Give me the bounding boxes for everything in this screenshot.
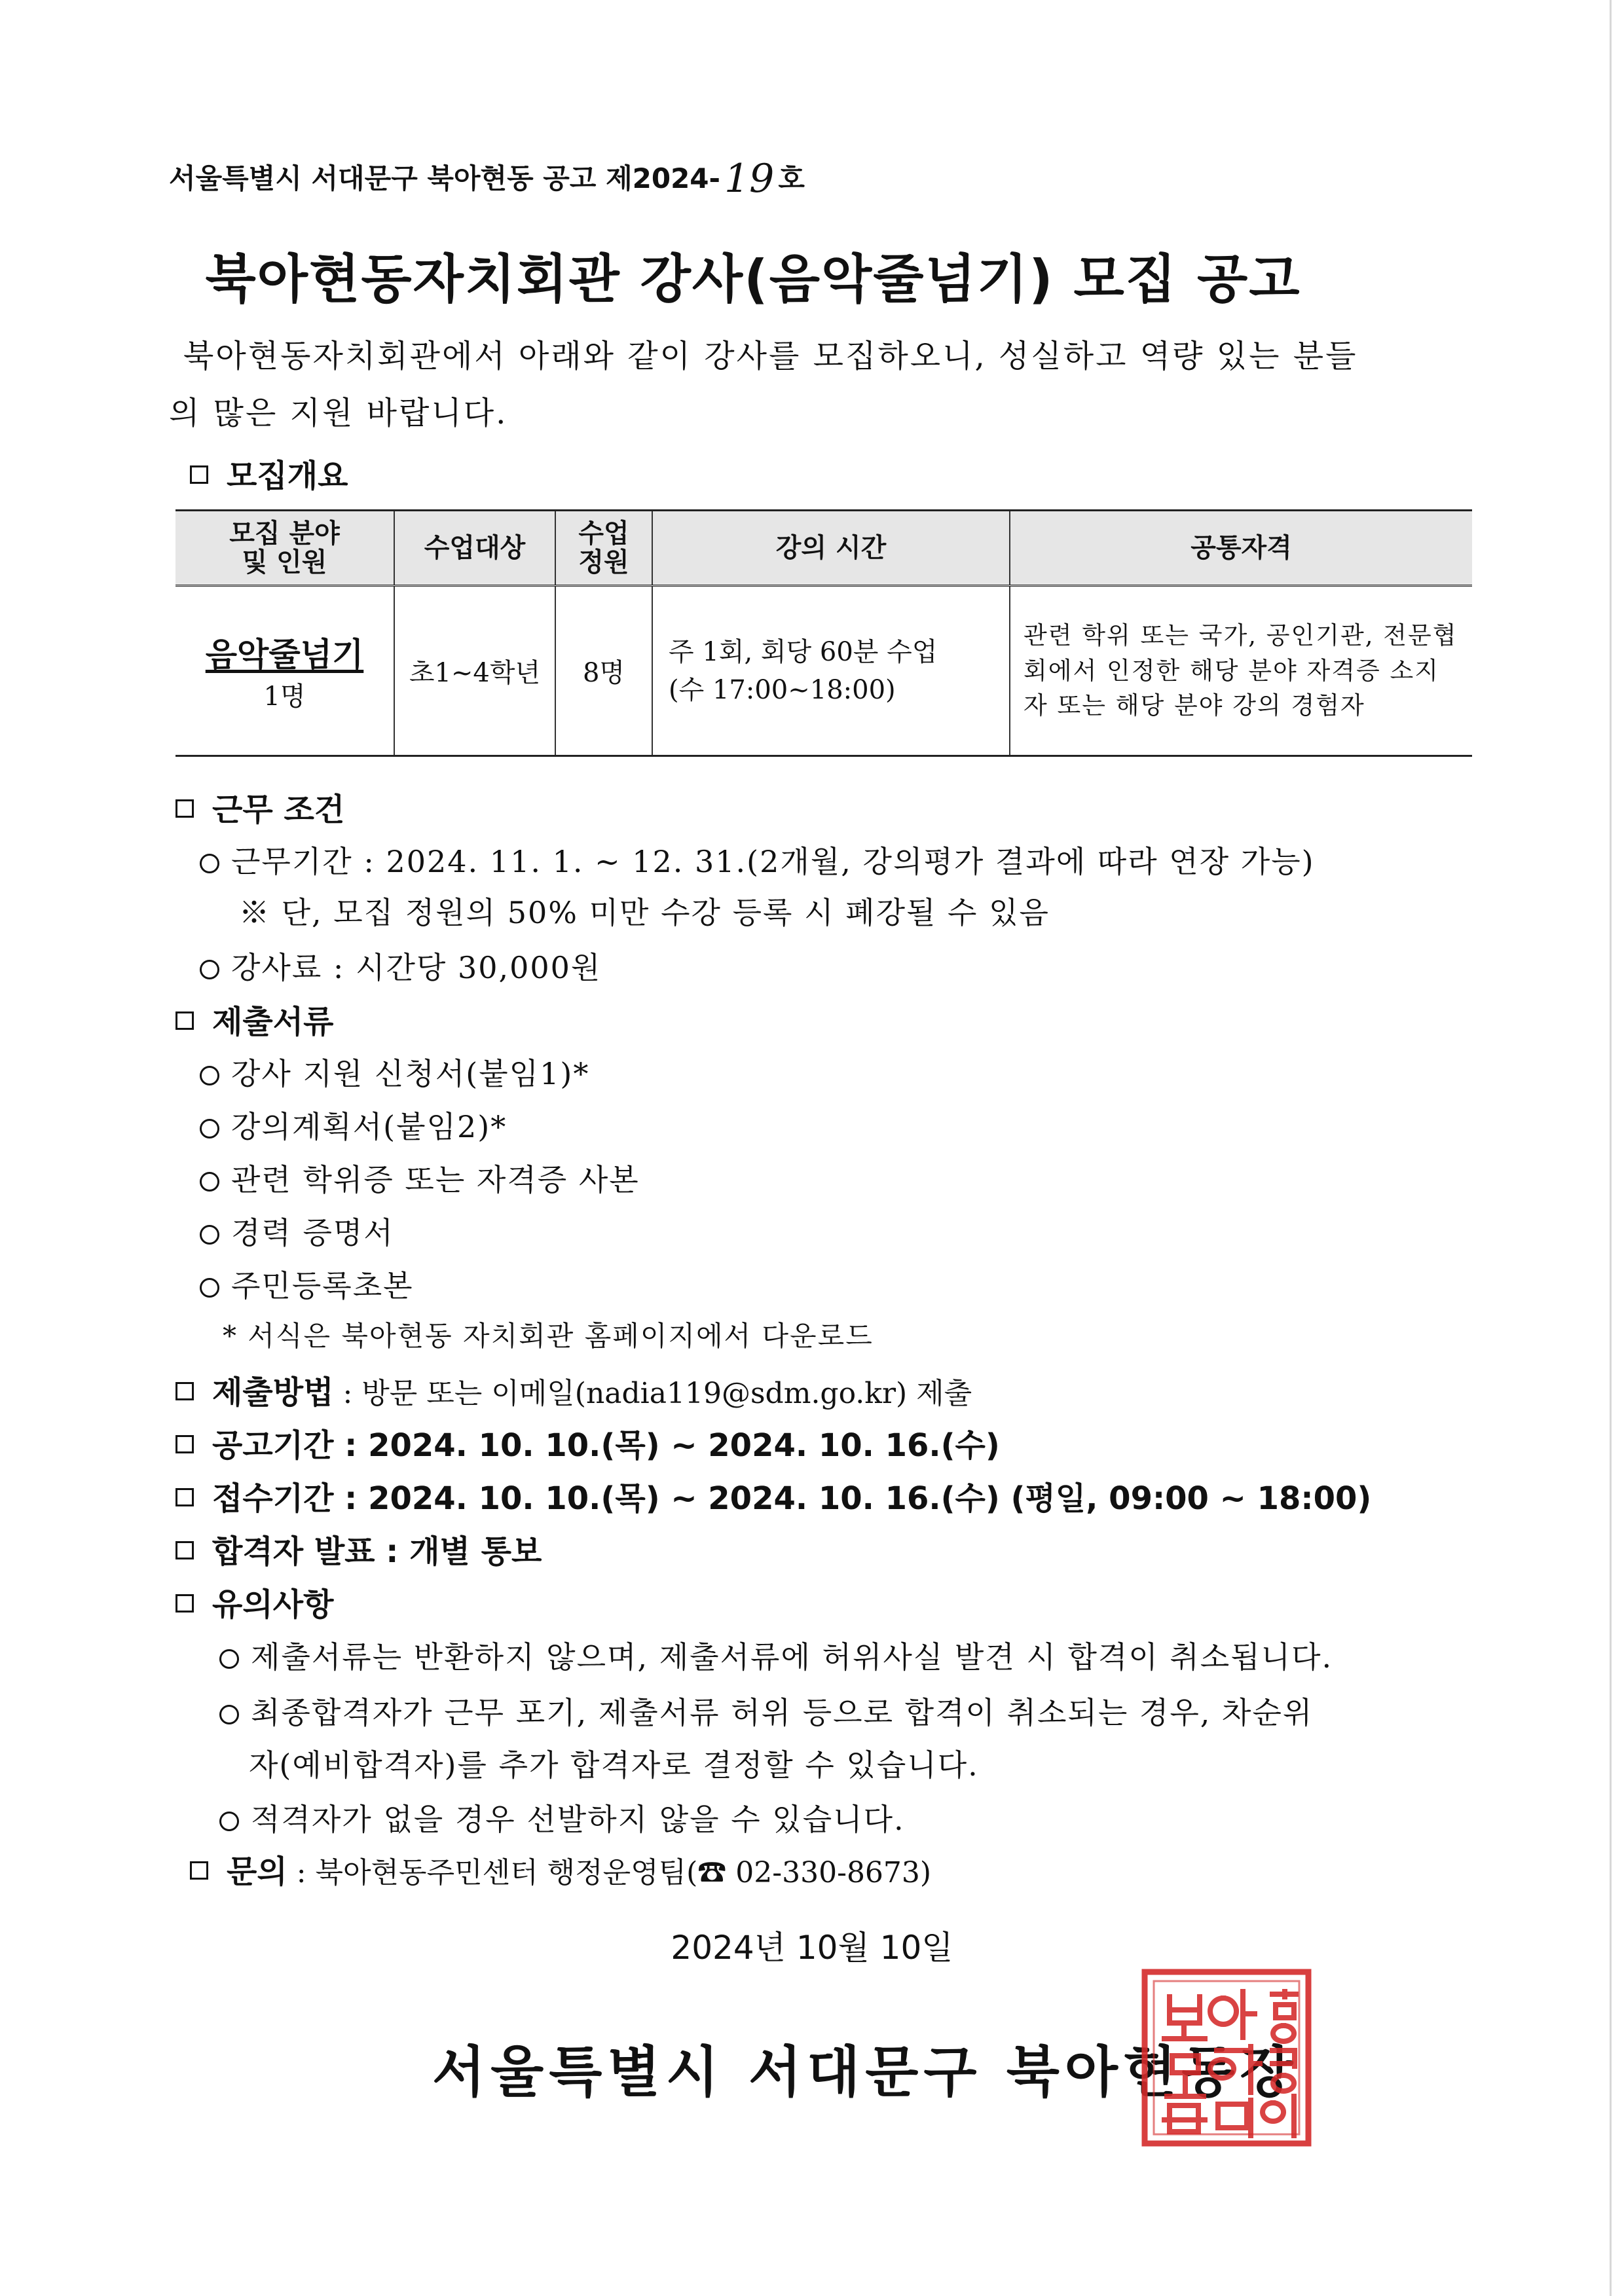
bullet-circle-icon <box>200 1066 219 1085</box>
condition-period: 근무기간 : 2024. 11. 1. ~ 12. 31.(2개월, 강의평가 결과에 따라 연장 가능) <box>200 838 1315 881</box>
section-submission <box>175 1367 972 1412</box>
recruitment-table <box>175 509 1472 757</box>
bullet-circle-icon <box>200 1119 219 1139</box>
section-overview <box>190 450 348 496</box>
cell-capacity: 8명 <box>555 586 652 756</box>
checkbox-square-icon <box>175 1541 194 1559</box>
section-receipt-period: 접수기간 : 2024. 10. 10.(목) ~ 2024. 10. 16.(수) (평일, 09:00 ~ 18:00) <box>175 1473 1371 1518</box>
section-announcement: 합격자 발표 : 개별 통보 <box>175 1526 542 1571</box>
documents-note: * 서식은 북아현동 자치회관 홈페이지에서 다운로드 <box>223 1320 874 1352</box>
checkbox-square-icon <box>190 1861 208 1880</box>
col-qualification: 공통자격 <box>1010 511 1472 586</box>
cell-lecture-time <box>652 586 1010 756</box>
contact-label: 문의 <box>227 1853 287 1890</box>
intro-line-2: 의 많은 지원 바랍니다. <box>169 395 508 431</box>
page-title: 북아현동자치회관 강사(음악줄넘기) 모집 공고 <box>205 249 1301 310</box>
col-target: 수업대상 <box>394 511 555 586</box>
bullet-circle-icon <box>200 1225 219 1245</box>
notice-prefix: 서울특별시 서대문구 북아현동 공고 제2024- <box>169 162 720 194</box>
condition-fee: 강사료 : 시간당 30,000원 <box>200 944 601 987</box>
checkbox-square-icon <box>175 799 194 818</box>
col-capacity: 수업 정원 <box>555 511 652 586</box>
table-row <box>175 586 1472 756</box>
list-item: 강사 지원 신청서(붙임1)* <box>200 1050 589 1093</box>
cell-target: 초1~4학년 <box>394 586 555 756</box>
checkbox-square-icon <box>175 1435 194 1453</box>
lecture-time-line-1: 주 1회, 회당 60분 수업 <box>669 636 938 667</box>
caution-item-2-cont: 자(예비합격자)를 추가 합격자로 결정할 수 있습니다. <box>249 1747 979 1783</box>
bullet-circle-icon <box>200 1278 219 1298</box>
section-conditions <box>175 784 344 829</box>
list-item: 관련 학위증 또는 자격증 사본 <box>200 1156 640 1199</box>
notice-number-line <box>169 152 805 202</box>
field-count: 1명 <box>263 682 306 712</box>
signature-line: 서울특별시 서대문구 북아현동장 <box>432 2039 1299 2104</box>
bullet-circle-icon <box>219 1649 239 1669</box>
col-field-count: 모집 분야 및 인원 <box>175 511 394 586</box>
section-conditions-heading: 근무 조건 <box>212 792 345 828</box>
list-item: 주민등록초본 <box>200 1262 414 1305</box>
checkbox-square-icon <box>175 1011 194 1030</box>
intro-line-1: 북아현동자치회관에서 아래와 같이 강사를 모집하오니, 성실하고 역량 있는 분들 <box>183 338 1358 374</box>
contact-value: : 북아현동주민센터 행정운영팀(☎ 02-330-8673) <box>287 1856 932 1889</box>
section-cautions-heading: 유의사항 <box>212 1586 334 1623</box>
caution-item-2: 최종합격자가 근무 포기, 제출서류 허위 등으로 합격이 취소되는 경우, 차순위 <box>219 1689 1313 1732</box>
issue-date: 2024년 10월 10일 <box>671 1929 953 1967</box>
bullet-circle-icon <box>219 1812 239 1831</box>
col-lecture-time: 강의 시간 <box>652 511 1010 586</box>
section-documents <box>175 996 333 1042</box>
section-documents-heading: 제출서류 <box>212 1004 334 1040</box>
field-name: 음악줄넘기 <box>205 636 364 674</box>
cell-qualification: 관련 학위 또는 국가, 공인기관, 전문협회에서 인정한 해당 분야 자격증 소지자 또는 해당 분야 강의 경험자 <box>1010 586 1472 756</box>
bullet-circle-icon <box>200 960 219 979</box>
notice-number-handwritten: 19 <box>724 156 775 202</box>
list-item: 강의계획서(붙임2)* <box>200 1103 507 1146</box>
caution-item-1: 제출서류는 반환하지 않으며, 제출서류에 허위사실 발견 시 합격이 취소됩니다. <box>219 1633 1333 1677</box>
checkbox-square-icon <box>175 1594 194 1613</box>
checkbox-square-icon <box>175 1488 194 1506</box>
lecture-time-line-2: (수 17:00~18:00) <box>669 674 896 705</box>
bullet-circle-icon <box>200 1172 219 1192</box>
table-header-row <box>175 511 1472 586</box>
bullet-circle-icon <box>200 854 219 873</box>
section-notice-period: 공고기간 : 2024. 10. 10.(목) ~ 2024. 10. 16.(수) <box>175 1420 1000 1465</box>
list-item: 경력 증명서 <box>200 1209 394 1252</box>
section-overview-heading: 모집개요 <box>227 458 348 494</box>
checkbox-square-icon <box>190 465 208 484</box>
section-contact <box>190 1846 931 1891</box>
submission-value: : 방문 또는 이메일(nadia119@sdm.go.kr) 제출 <box>333 1377 972 1410</box>
cell-field-count <box>175 586 394 756</box>
section-cautions <box>175 1579 333 1624</box>
submission-label: 제출방법 <box>212 1374 334 1411</box>
bullet-circle-icon <box>219 1705 239 1724</box>
condition-period-note: ※ 단, 모집 정원의 50% 미만 수강 등록 시 폐강될 수 있음 <box>239 895 1050 930</box>
official-seal-icon <box>1138 1965 1315 2150</box>
checkbox-square-icon <box>175 1382 194 1400</box>
notice-suffix: 호 <box>778 162 805 194</box>
caution-item-3: 적격자가 없을 경우 선발하지 않을 수 있습니다. <box>219 1796 905 1839</box>
